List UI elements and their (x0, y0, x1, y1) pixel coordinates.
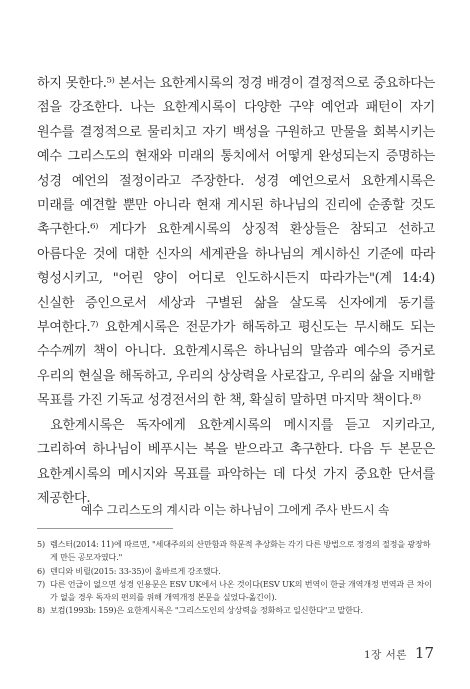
footnote-number: 7) (37, 578, 46, 589)
footnote-5 (37, 538, 435, 565)
body-text (37, 72, 435, 511)
footnote-number: 5) (37, 539, 46, 549)
quote-line: 예수 그리스도의 계시라 이는 하나님이 그에게 주사 반드시 속 (80, 503, 390, 517)
page-footer (364, 644, 434, 662)
body-paragraph-2: 요한계시록은 독자에게 요한계시록의 메시지를 듣고 지키라고, 그리하여 하나님이 베푸시는 복을 받으라고 촉구한다. 다음 두 본문은 요한계시록의 메시지와 목표를 파악하는 데 다섯 가지 중요한 단서를 제공한다. (37, 417, 435, 506)
chapter-title: 1장 서론 (363, 649, 407, 661)
footnote-text: 덴디와 비릴(2015: 33-35)이 올바르게 강조했다. (50, 565, 221, 576)
footnote-number: 8) (37, 605, 46, 616)
footnote-divider (37, 528, 173, 529)
footnote-7 (37, 578, 435, 605)
footnote-text: 렘스터(2014: 11)에 따르면, "세대주의의 산만함과 학문적 추상화는 각기 다른 방법으로 정경의 절정을 광장하게 만든 공모자였다." (50, 539, 431, 563)
footnotes (37, 538, 435, 618)
footnote-6 (37, 565, 435, 578)
footnote-text: 다른 언급이 없으면 성경 인용문은 ESV UK에서 나온 것이다(ESV UK의 번역이 한글 개역개정 번역과 큰 차이가 없을 경우 독자의 편의를 위해 개역개정 본문을 실었다-옮긴이). (50, 578, 432, 603)
footnote-number: 6) (37, 565, 46, 576)
body-paragraph-1: 하지 못한다.⁵⁾ 본서는 요한계시록의 정경 배경이 결정적으로 중요하다는 점을 강조한다. 나는 요한계시록이 다양한 구약 예언과 패턴이 자기 원수를 결정적으로 물리치고 자기 백성을 구원하고 만물을 회복시키는 예수 그리스도의 현재와 미래의 통치에서 어떻게 완성되는지 증명하는 성경 예언의 절정이라고 주장한다. 성경 예언으로서 요한계시록은 미래를 예견할 뿐만 아니라 현재 게시된 하나님의 진리에 순종할 것도 촉구한다.⁶⁾ 게다가 요한계시록의 상징적 환상들은 참되고 선하고 아름다운 것에 대한 신자의 세계관을 하나님의 계시하신 기준에 따라 형성시키고, "어린 양이 어디로 인도하시든지 따라가는"(계 14:4) 신실한 증인으로서 세상과 구별된 삶을 살도록 신자에게 동기를 부여한다.⁷⁾ 요한계시록은 전문가가 해독하고 평신도는 무시해도 되는 수수께끼 책이 아니다. 요한계시록은 하나님의 말씀과 예수의 증거로 우리의 현실을 해독하고, 우리의 상상력을 사로잡고, 우리의 삶을 지배할 목표를 가진 기독교 성경전서의 한 책, 확실히 말하면 마지막 책이다.⁸⁾ (37, 76, 435, 409)
footnote-text: 보컴(1993b: 159)은 요한계시록은 "그리스도인의 상상력을 정화하고 일신한다"고 말한다. (50, 605, 363, 616)
page-number: 17 (414, 644, 434, 662)
footnote-8 (37, 604, 435, 617)
